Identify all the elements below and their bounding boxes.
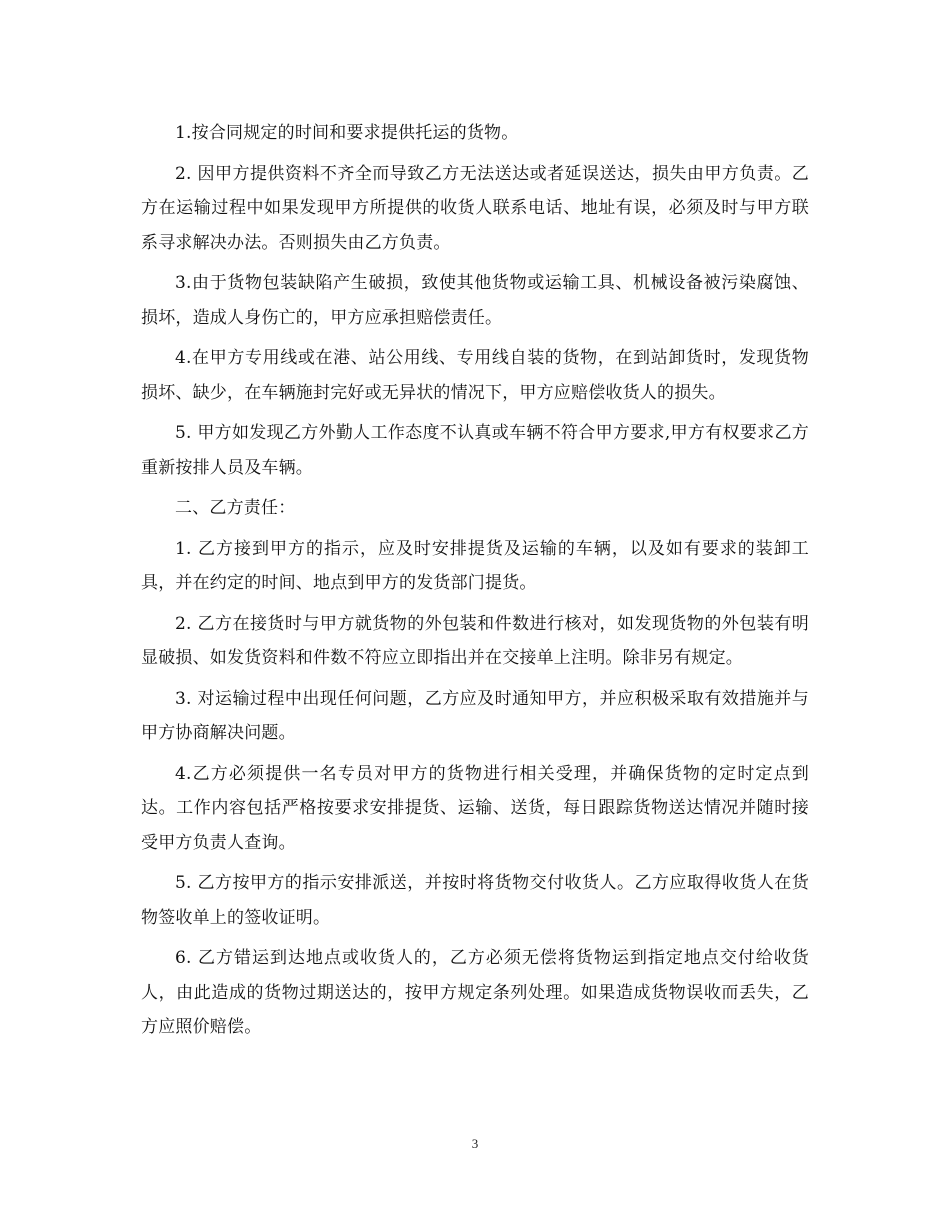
paragraph-party-b-4: 4.乙方必须提供一名专员对甲方的货物进行相关受理，并确保货物的定时定点到达。工作内容包括严格按要求安排提货、运输、送货，每日跟踪货物送达情况并随时接受甲方负责人查询。	[141, 763, 809, 853]
page-number: 3	[471, 1136, 479, 1151]
paragraph-party-b-6: 6. 乙方错运到达地点或收货人的，乙方必须无偿将货物运到指定地点交付给收货人，由此造成的货物过期送达的，按甲方规定条列处理。如果造成货物误收而丢失，乙方应照价赔偿。	[141, 948, 809, 1037]
paragraph-party-a-4: 4.在甲方专用线或在港、站公用线、专用线自装的货物，在到站卸货时，发现货物损坏、缺少，在车辆施封完好或无异状的情况下，甲方应赔偿收货人的损失。	[141, 348, 809, 403]
document-body	[141, 116, 809, 1051]
paragraph-party-b-2: 2. 乙方在接货时与甲方就货物的外包装和件数进行核对，如发现货物的外包装有明显破损、如发货资料和件数不符应立即指出并在交接单上注明。除非另有规定。	[141, 613, 809, 668]
paragraph-party-a-3: 3.由于货物包装缺陷产生破损，致使其他货物或运输工具、机械设备被污染腐蚀、损坏，造成人身伤亡的，甲方应承担赔偿责任。	[141, 273, 809, 328]
paragraph-party-b-1: 1. 乙方接到甲方的指示，应及时安排提货及运输的车辆，以及如有要求的装卸工具，并在约定的时间、地点到甲方的发货部门提货。	[141, 538, 809, 593]
paragraph-party-a-2: 2. 因甲方提供资料不齐全而导致乙方无法送达或者延误送达，损失由甲方负责。乙方在运输过程中如果发现甲方所提供的收货人联系电话、地址有误，必须及时与甲方联系寻求解决办法。否则损失由乙方负责。	[141, 163, 809, 253]
paragraph-party-a-5: 5. 甲方如发现乙方外勤人工作态度不认真或车辆不符合甲方要求,甲方有权要求乙方重新按排人员及车辆。	[141, 423, 809, 478]
paragraph-party-b-3: 3. 对运输过程中出现任何问题，乙方应及时通知甲方，并应积极采取有效措施并与甲方协商解决问题。	[141, 688, 809, 743]
paragraph-party-b-5: 5. 乙方按甲方的指示安排派送，并按时将货物交付收货人。乙方应取得收货人在货物签收单上的签收证明。	[141, 873, 809, 928]
section-heading-party-b: 二、乙方责任：	[175, 498, 296, 518]
paragraph-party-a-1: 1.按合同规定的时间和要求提供托运的货物。	[175, 123, 519, 143]
